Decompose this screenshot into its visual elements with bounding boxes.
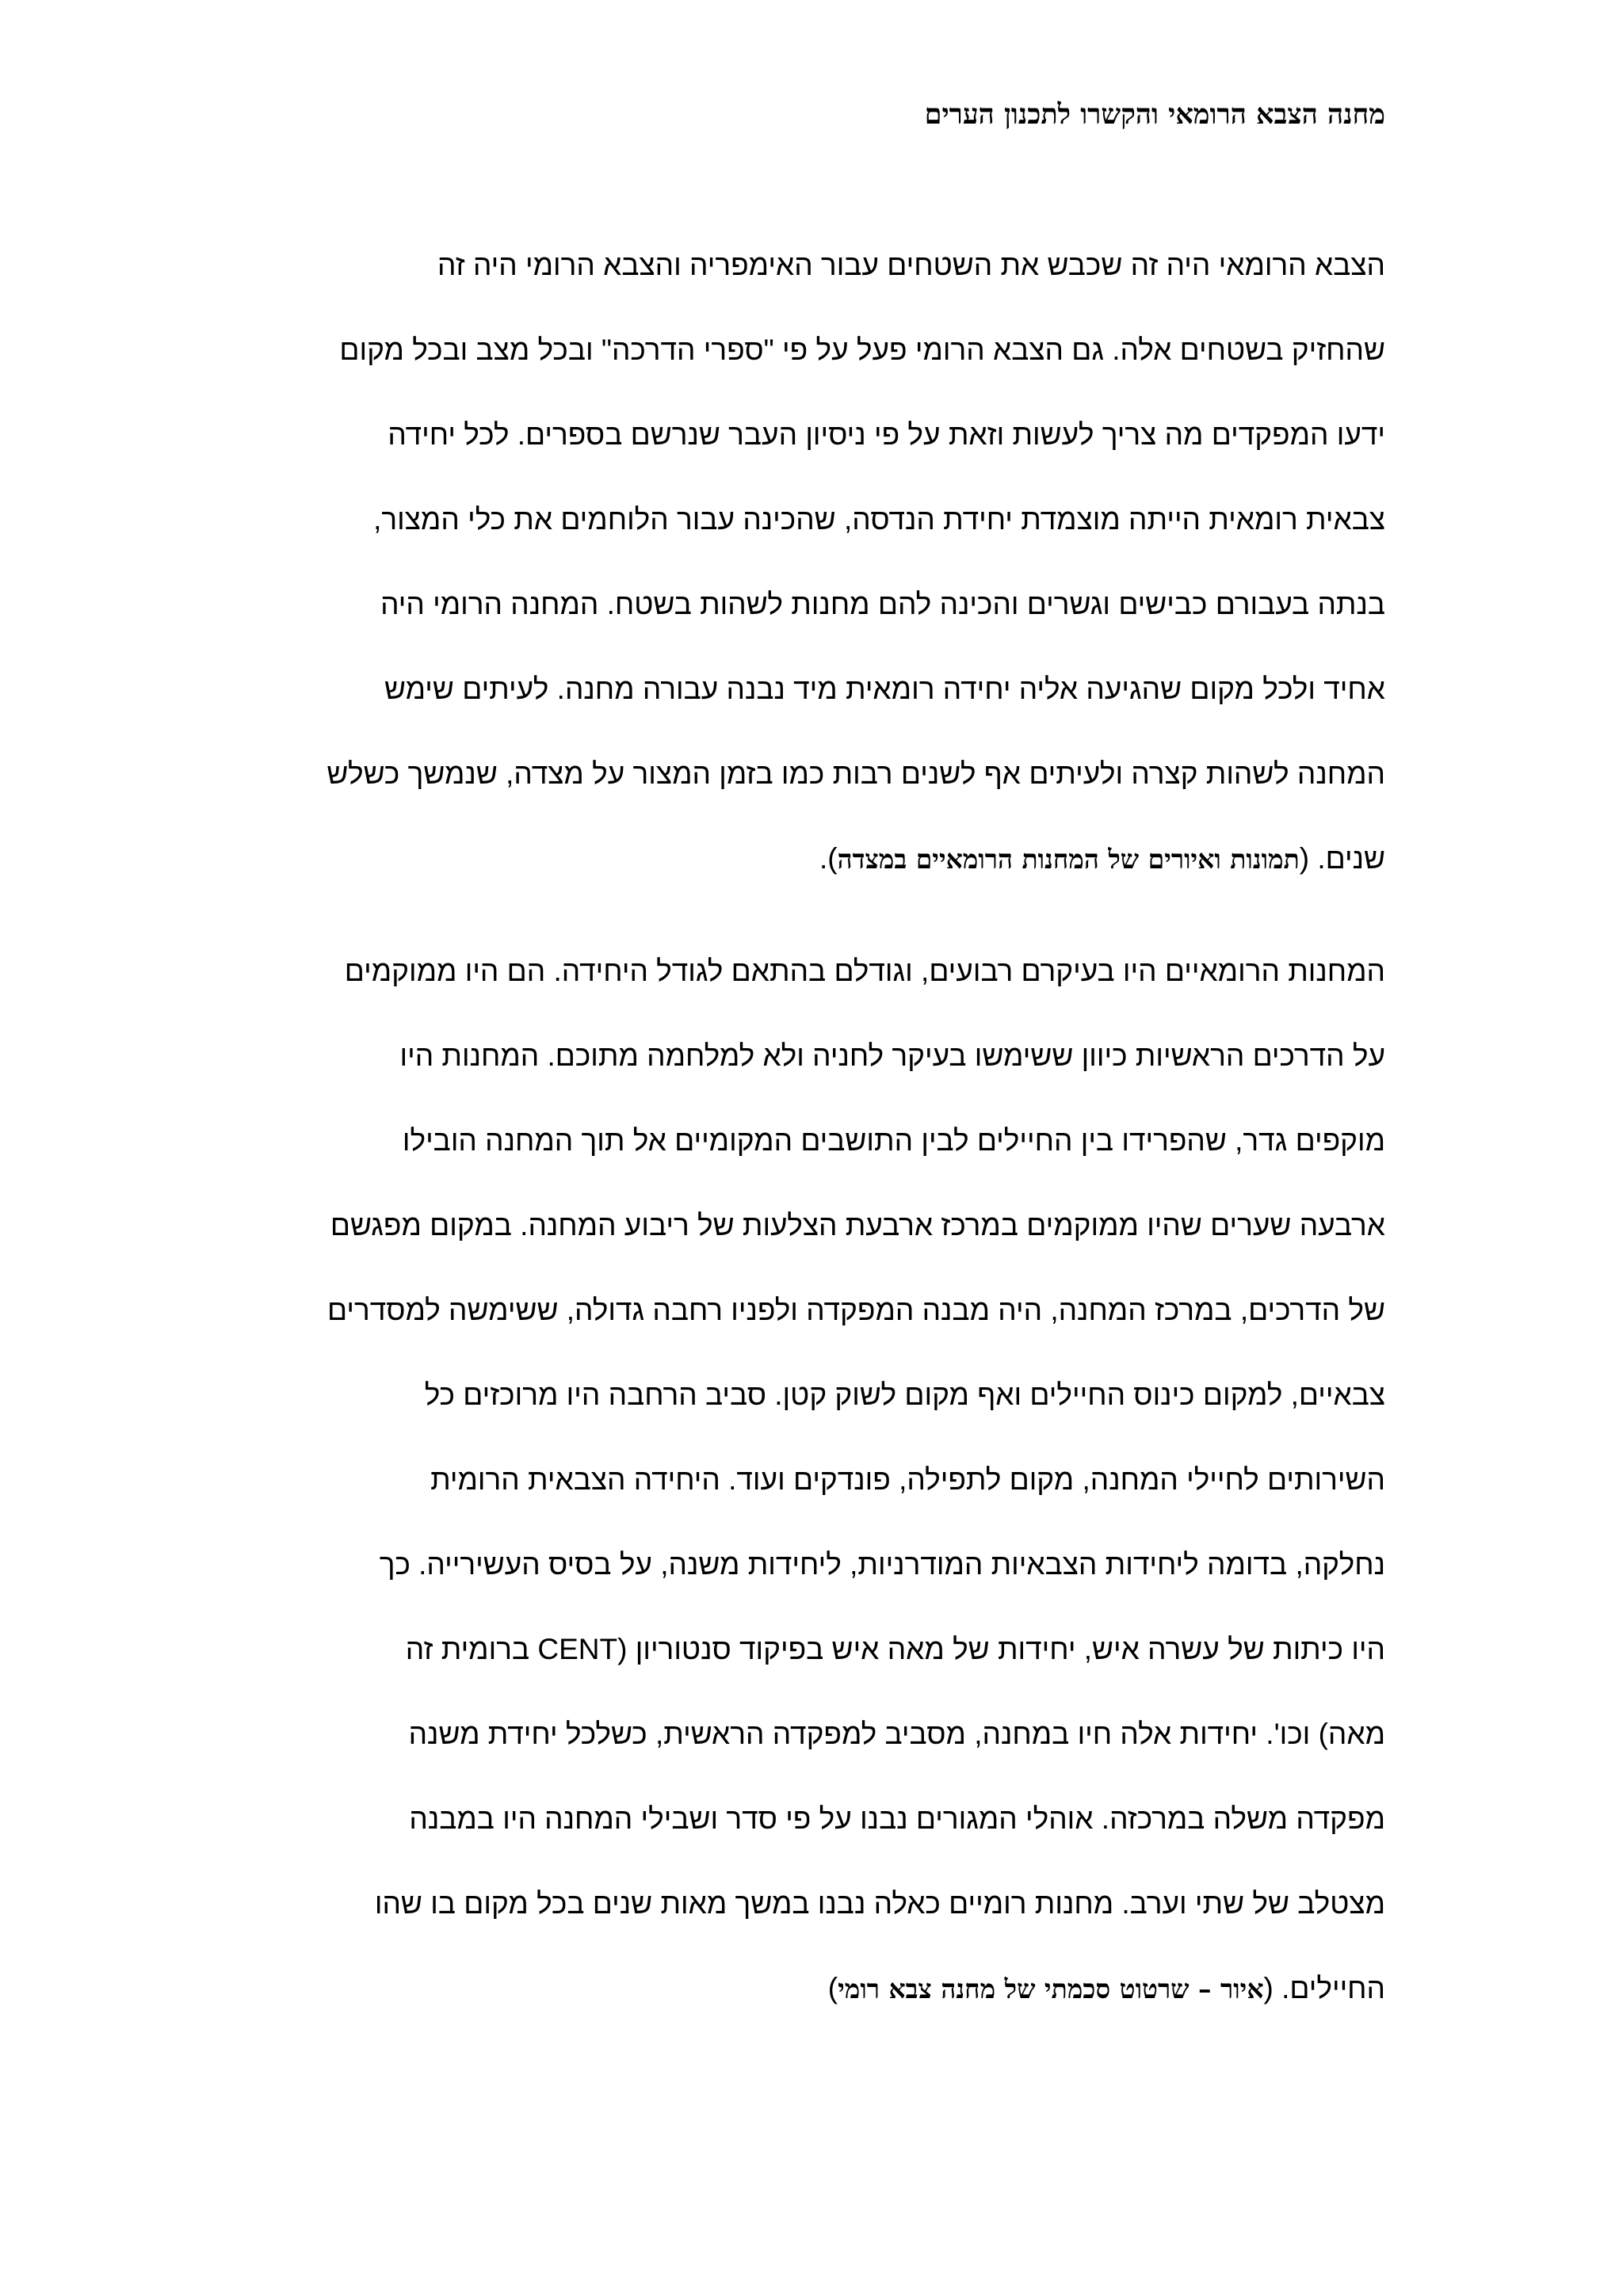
paragraph-line: צבאיים, למקום כינוס החיילים ואף מקום לשוק קטן. סביב הרחבה היו מרוכזים כל [424,1379,1385,1411]
paragraph-line: על הדרכים הראשיות כיוון ששימשו בעיקר לחניה ולא למלחמה מתוכם. המחנות היו [399,1039,1385,1072]
paragraph-line: היו כיתות של עשרה איש, יחידות של מאה איש בפיקוד סנטוריון (CENT ברומית זה [405,1633,1385,1665]
paragraph-line: מפקדה משלה במרכזה. אוהלי המגורים נבנו על פי סדר ושבילי המחנה היו במבנה [409,1802,1385,1835]
line-tail-text: ). [819,842,838,875]
line-lead-text: החיילים. ( [1263,1972,1385,2004]
paragraph-line: הצבא הרומאי היה זה שכבש את השטחים עבור האימפריה והצבא הרומי היה זה [437,249,1385,281]
paragraph-line: אחיד ולכל מקום שהגיעה אליה יחידה רומאית מיד נבנה עבורה מחנה. לעיתים שימש [384,673,1385,705]
paragraph-line: השירותים לחיילי המחנה, מקום לתפילה, פונדקים ועוד. היחידה הצבאית הרומית [430,1463,1385,1496]
paragraph-last-line [238,839,1385,879]
paragraph-line: ארבעה שערים שהיו ממוקמים במרכז ארבעת הצלעות של ריבוע המחנה. במקום מפגשם [330,1209,1385,1241]
paragraph-line: שהחזיק בשטחים אלה. גם הצבא הרומי פעל על פי "ספרי הדרכה" ובכל מצב ובכל מקום [339,334,1385,366]
line-lead-text: שנים. ( [1299,842,1385,875]
paragraph-line: מצטלב של שתי וערב. מחנות רומיים כאלה נבנו במשך מאות שנים בכל מקום בו שהו [374,1887,1385,1920]
line-tail-text: ) [827,1972,838,2004]
paragraph-line: המחנות הרומאיים היו בעיקרם רבועים, וגודלם בהתאם לגודל היחידה. הם היו ממוקמים [344,955,1385,987]
paragraph-line: של הדרכים, במרכז המחנה, היה מבנה המפקדה ולפניו רחבה גדולה, ששימשה למסדרים [327,1294,1385,1326]
paragraph-line: נחלקה, בדומה ליחידות הצבאיות המודרניות, ליחידות משנה, על בסיס העשירייה. כך [379,1548,1385,1581]
page-title: מחנה הצבא הרומאי והקשרו לתכנון הערים [924,98,1385,131]
paragraph-line: בנתה בעבורם כבישים וגשרים והכינה להם מחנות לשהות בשטח. המחנה הרומי היה [380,588,1385,620]
figure-reference-bold: תמונות ואיורים של המחנות הרומאיים במצדה [837,844,1300,875]
paragraph-line: מאה) וכו'. יחידות אלה חיו במחנה, מסביב למפקדה הראשית, כשלכל יחידת משנה [408,1718,1385,1750]
paragraph-line: המחנה לשהות קצרה ולעיתים אף לשנים רבות כמו בזמן המצור על מצדה, שנמשך כשלש [327,757,1385,790]
paragraph-line: ידעו המפקדים מה צריך לעשות וזאת על פי ניסיון העבר שנרשם בספרים. לכל יחידה [388,418,1385,451]
paragraph-last-line [238,1969,1385,2009]
figure-reference-bold: איור – שרטוט סכמתי של מחנה צבא רומי [838,1974,1264,2004]
paragraph-line: מוקפים גדר, שהפרידו בין החיילים לבין התושבים המקומיים אל תוך המחנה הובילו [402,1124,1385,1157]
paragraph-line: צבאית רומאית הייתה מוצמדת יחידת הנדסה, שהכינה עבור הלוחמים את כלי המצור, [373,503,1385,536]
